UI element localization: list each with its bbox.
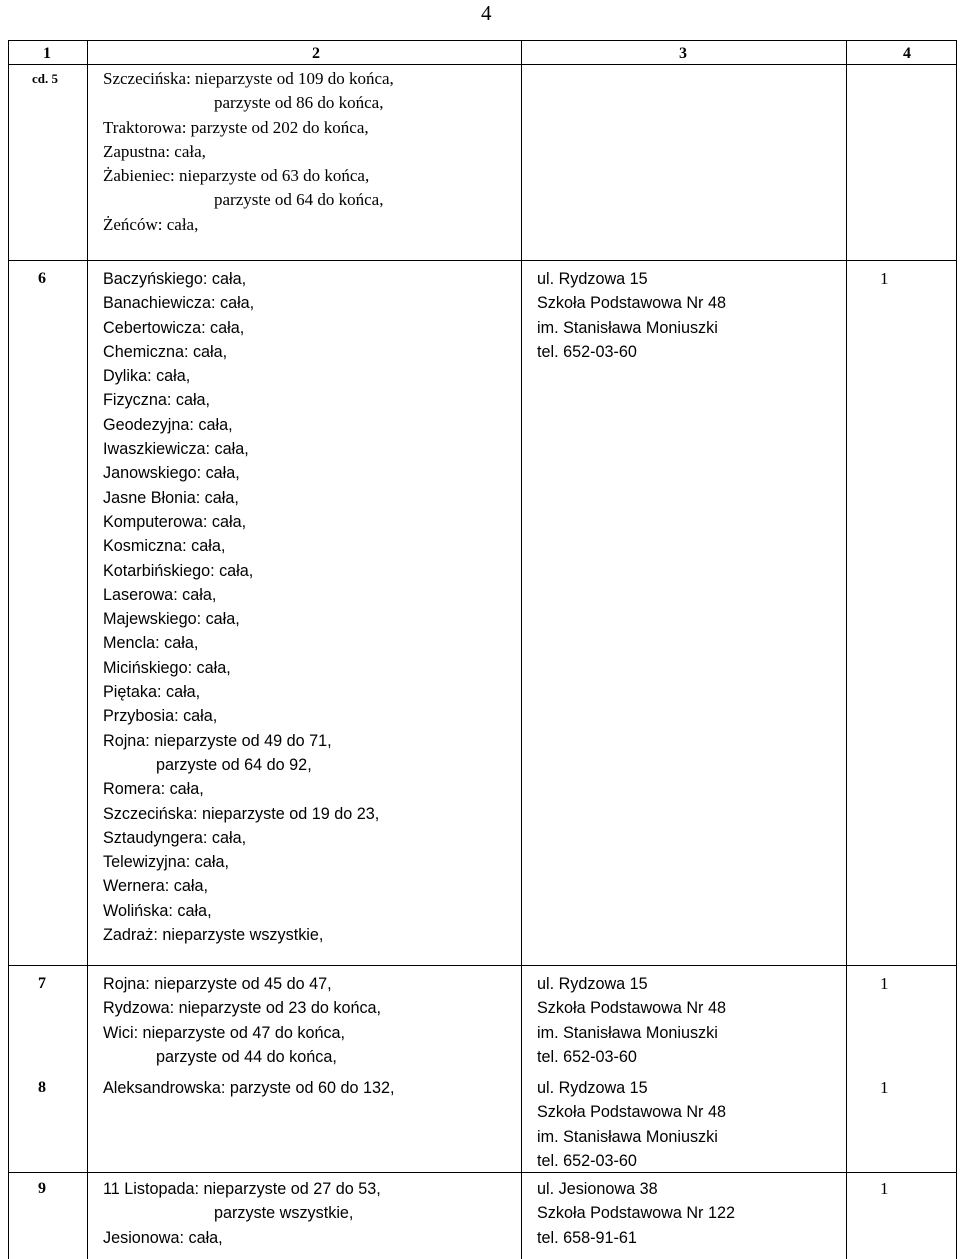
row-number: 9: [38, 1180, 46, 1197]
column-divider-1: [87, 40, 88, 1259]
street-line: Fizyczna: cała,: [103, 391, 211, 410]
address-line: ul. Jesionowa 38: [537, 1180, 658, 1198]
street-line: Romera: cała,: [103, 780, 204, 799]
row-divider-3: [8, 1172, 957, 1173]
street-line: Wolińska: cała,: [103, 901, 212, 920]
street-line: Majewskiego: cała,: [103, 610, 240, 629]
address-line: im. Stanisława Moniuszki: [537, 1023, 718, 1042]
row-number: 6: [38, 270, 46, 287]
polling-station-address: [537, 1177, 735, 1250]
street-list: [103, 67, 394, 237]
street-line: parzyste od 44 do końca,: [156, 1047, 337, 1066]
street-line: Jasne Błonia: cała,: [103, 488, 239, 507]
row-divider-1: [8, 260, 957, 261]
street-list: [103, 972, 381, 1069]
count-value: 1: [880, 1078, 889, 1097]
street-line: Banachiewicza: cała,: [103, 294, 255, 313]
column-divider-3: [846, 40, 847, 1259]
column-header-2: 2: [312, 45, 320, 62]
polling-station-address: [537, 972, 726, 1069]
street-line: parzyste od 86 do końca,: [214, 93, 384, 113]
header-divider: [8, 64, 957, 65]
street-line: Rojna: nieparzyste od 49 do 71,: [103, 731, 332, 750]
column-header-1: 1: [43, 45, 51, 62]
street-line: Cebertowicza: cała,: [103, 318, 245, 337]
street-line: Chemiczna: cała,: [103, 342, 228, 361]
count-value: 1: [880, 269, 889, 288]
table-border-top: [8, 40, 957, 41]
street-line: Wici: nieparzyste od 47 do końca,: [103, 1023, 346, 1042]
street-line: parzyste od 64 do końca,: [214, 190, 384, 210]
street-line: Rojna: nieparzyste od 45 do 47,: [103, 975, 332, 993]
street-line: Kosmiczna: cała,: [103, 537, 226, 556]
table-border-left: [8, 40, 9, 1259]
street-list: [103, 1076, 395, 1100]
count-value: 1: [880, 1179, 889, 1198]
street-list: [103, 1177, 381, 1250]
address-line: im. Stanisława Moniuszki: [537, 318, 718, 337]
street-line: Laserowa: cała,: [103, 585, 217, 604]
street-line: Szczecińska: nieparzyste od 19 do 23,: [103, 804, 380, 823]
street-line: Szczecińska: nieparzyste od 109 do końca,: [103, 69, 394, 88]
street-line: Żabieniec: nieparzyste od 63 do końca,: [103, 166, 370, 186]
street-line: parzyste wszystkie,: [214, 1204, 354, 1223]
column-header-3: 3: [679, 45, 687, 62]
address-line: ul. Rydzowa 15: [537, 975, 648, 993]
street-line: Telewizyjna: cała,: [103, 853, 229, 872]
street-line: parzyste od 64 do 92,: [156, 755, 312, 774]
row-number: cd. 5: [32, 71, 58, 86]
row-divider-2: [8, 965, 957, 966]
street-line: Iwaszkiewicza: cała,: [103, 440, 249, 459]
count-value: 1: [880, 974, 889, 993]
address-line: ul. Rydzowa 15: [537, 270, 648, 288]
address-line: Szkoła Podstawowa Nr 48: [537, 294, 726, 313]
street-line: Wernera: cała,: [103, 877, 208, 896]
street-line: Mencla: cała,: [103, 634, 199, 653]
row-number: 8: [38, 1079, 46, 1096]
column-divider-2: [521, 40, 522, 1259]
street-line: Janowskiego: cała,: [103, 464, 240, 483]
address-line: Szkoła Podstawowa Nr 48: [537, 1103, 726, 1122]
polling-station-address: [537, 267, 726, 364]
street-line: Zadraż: nieparzyste wszystkie,: [103, 926, 324, 945]
column-header-4: 4: [903, 45, 911, 62]
address-line: tel. 652-03-60: [537, 1151, 637, 1170]
street-line: Baczyńskiego: cała,: [103, 270, 247, 288]
street-line: Żeńców: cała,: [103, 214, 199, 234]
street-line: Traktorowa: parzyste od 202 do końca,: [103, 117, 369, 137]
street-line: Geodezyjna: cała,: [103, 415, 233, 434]
street-line: Zapustna: cała,: [103, 141, 206, 161]
street-line: Piętaka: cała,: [103, 683, 201, 702]
street-line: Rydzowa: nieparzyste od 23 do końca,: [103, 999, 382, 1018]
street-line: Micińskiego: cała,: [103, 658, 231, 677]
street-line: 11 Listopada: nieparzyste od 27 do 53,: [103, 1180, 381, 1198]
address-line: tel. 652-03-60: [537, 1047, 637, 1066]
street-list: [103, 267, 379, 947]
street-line: Jesionowa: cała,: [103, 1228, 223, 1247]
row-number: 7: [38, 975, 46, 992]
address-line: im. Stanisława Moniuszki: [537, 1127, 718, 1146]
address-line: ul. Rydzowa 15: [537, 1079, 648, 1097]
polling-station-address: [537, 1076, 726, 1173]
street-line: Komputerowa: cała,: [103, 512, 247, 531]
address-line: tel. 652-03-60: [537, 342, 637, 361]
district-table: [8, 40, 957, 1259]
table-border-right: [956, 40, 957, 1259]
street-line: Sztaudyngera: cała,: [103, 828, 247, 847]
page-number: 4: [481, 1, 492, 25]
address-line: tel. 658-91-61: [537, 1228, 637, 1247]
street-line: Kotarbińskiego: cała,: [103, 561, 254, 580]
street-line: Aleksandrowska: parzyste od 60 do 132,: [103, 1079, 395, 1097]
address-line: Szkoła Podstawowa Nr 48: [537, 999, 726, 1018]
street-line: Dylika: cała,: [103, 367, 191, 386]
street-line: Przybosia: cała,: [103, 707, 218, 726]
address-line: Szkoła Podstawowa Nr 122: [537, 1204, 735, 1223]
